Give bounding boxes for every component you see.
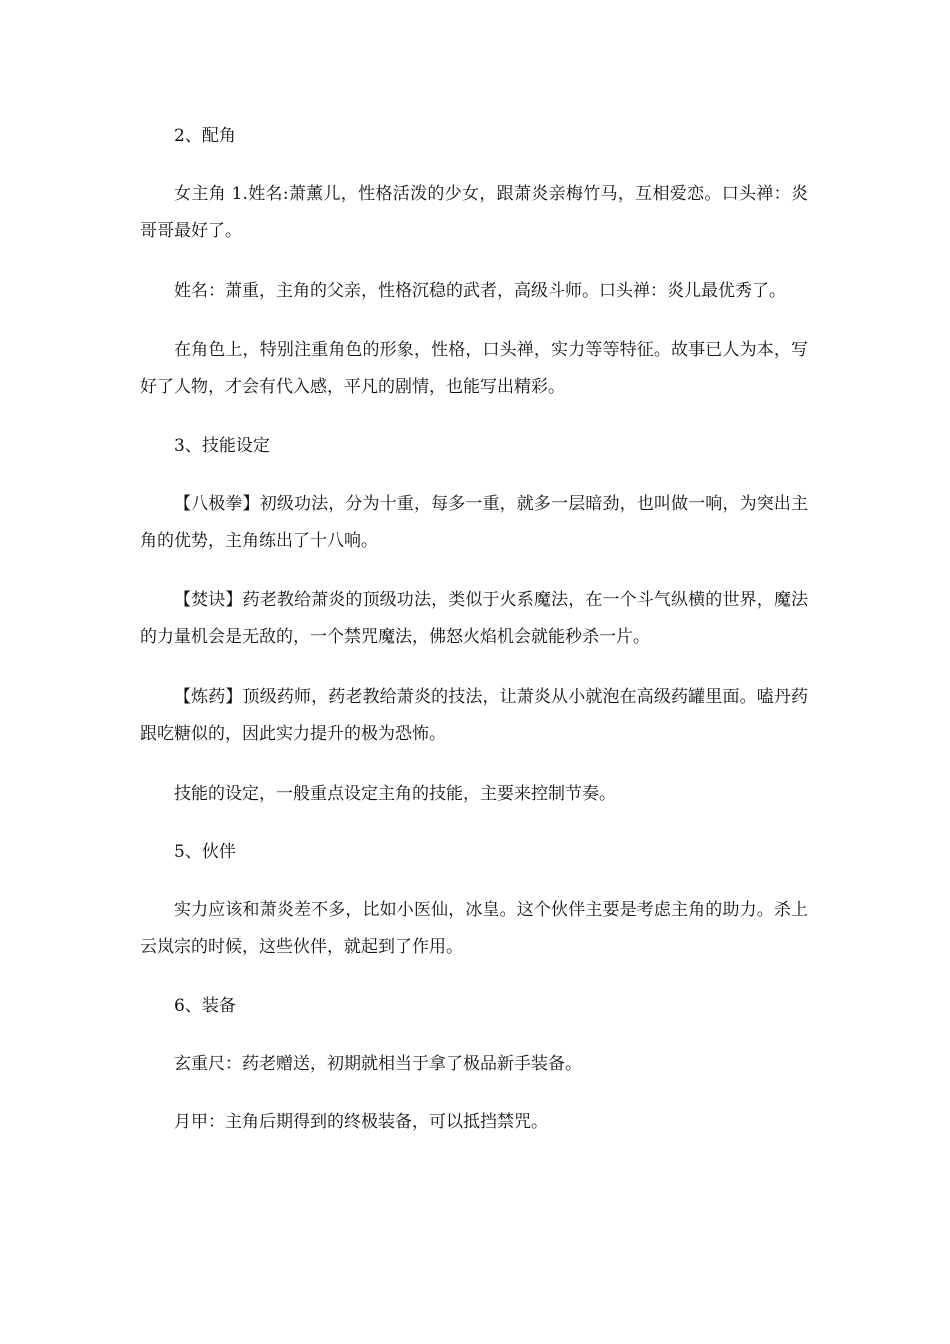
paragraph-heroine: 女主角 1.姓名:萧薰儿，性格活泼的少女，跟萧炎亲梅竹马，互相爱恋。口头禅：炎哥哥最好了。 xyxy=(140,184,808,241)
section-heading-skill-setting: 3、技能设定 xyxy=(174,436,270,456)
section-heading-partners: 5、伙伴 xyxy=(174,842,236,862)
section-heading-supporting-roles: 2、配角 xyxy=(174,126,236,146)
paragraph-skill-baji: 【八极拳】初级功法，分为十重，每多一重，就多一层暗劲，也叫做一响，为突出主角的优势，主角练出了十八响。 xyxy=(140,494,808,551)
paragraph-character-design: 在角色上，特别注重角色的形象，性格，口头禅，实力等等特征。故事已人为本，写好了人物，才会有代入感，平凡的剧情，也能写出精彩。 xyxy=(140,340,808,397)
paragraph-skill-alchemy: 【炼药】顶级药师，药老教给萧炎的技法，让萧炎从小就泡在高级药罐里面。嗑丹药跟吃糖似的，因此实力提升的极为恐怖。 xyxy=(140,687,808,744)
paragraph-skill-fenjue: 【焚诀】药老教给萧炎的顶级功法，类似于火系魔法，在一个斗气纵横的世界，魔法的力量机会是无敌的，一个禁咒魔法，佛怒火焰机会就能秒杀一片。 xyxy=(140,590,808,647)
paragraph-partners: 实力应该和萧炎差不多，比如小医仙，冰皇。这个伙伴主要是考虑主角的助力。杀上云岚宗的时候，这些伙伴，就起到了作用。 xyxy=(140,900,808,957)
paragraph-equipment-armor: 月甲：主角后期得到的终极装备，可以抵挡禁咒。 xyxy=(174,1112,548,1132)
section-heading-equipment: 6、装备 xyxy=(174,996,236,1016)
paragraph-skill-summary: 技能的设定，一般重点设定主角的技能，主要来控制节奏。 xyxy=(174,784,616,804)
paragraph-father: 姓名：萧重，主角的父亲，性格沉稳的武者，高级斗师。口头禅：炎儿最优秀了。 xyxy=(174,281,786,301)
paragraph-equipment-ruler: 玄重尺：药老赠送，初期就相当于拿了极品新手装备。 xyxy=(174,1054,582,1074)
